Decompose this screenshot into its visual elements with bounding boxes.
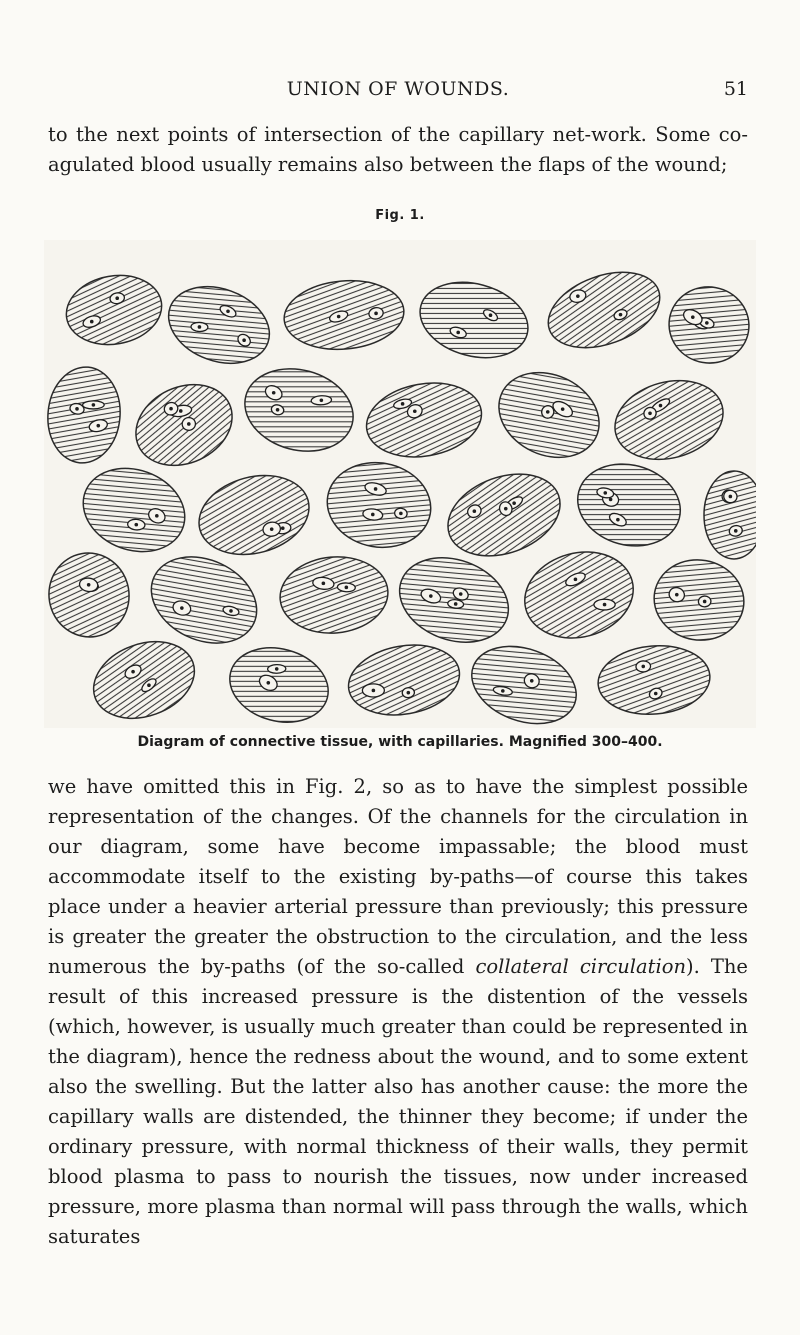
- page-header: [48, 78, 748, 108]
- capillary-vessel: [44, 364, 124, 466]
- cell-nucleus: [546, 410, 550, 414]
- capillary-vessel: [221, 637, 336, 728]
- capillary-vessel: [568, 453, 689, 557]
- paragraph-bottom: [48, 772, 748, 1252]
- cell-nucleus: [320, 398, 324, 402]
- cell-nucleus: [155, 514, 159, 518]
- cell-nucleus: [374, 487, 378, 491]
- cell-nucleus: [501, 689, 505, 693]
- cell-nucleus: [561, 407, 565, 411]
- cell-nucleus: [399, 512, 403, 516]
- connective-tissue-diagram: [44, 240, 756, 728]
- cell-nucleus: [96, 424, 100, 428]
- cell-nucleus: [275, 667, 279, 671]
- figure-label: Fig. 1.: [375, 208, 425, 223]
- cell-nucleus: [92, 403, 96, 407]
- cell-nucleus: [619, 313, 623, 317]
- cell-nucleus: [603, 603, 607, 607]
- cell-nucleus: [703, 600, 707, 604]
- cell-nucleus: [401, 402, 405, 406]
- cell-nucleus: [226, 309, 230, 313]
- capillary-vessel: [158, 273, 280, 376]
- capillary-vessel: [704, 471, 756, 559]
- capillary-vessel: [277, 552, 391, 637]
- cell-nucleus: [90, 320, 94, 324]
- cell-nucleus: [574, 578, 578, 582]
- capillary-vessel: [606, 369, 732, 471]
- cell-nucleus: [603, 491, 607, 495]
- cell-nucleus: [454, 602, 458, 606]
- capillary-vessel: [343, 637, 465, 723]
- capillary-vessel: [515, 540, 643, 650]
- cell-nucleus: [147, 683, 151, 687]
- capillary-vessel: [190, 464, 318, 566]
- figure-caption: Diagram of connective tissue, with capillaries. Magnified 300–400.: [137, 734, 663, 750]
- cell-nucleus: [648, 411, 652, 415]
- cell-nucleus: [198, 325, 202, 329]
- cell-nucleus: [374, 312, 378, 316]
- capillary-vessel: [71, 455, 196, 566]
- figure-illustration: [44, 240, 756, 728]
- cell-nucleus: [691, 315, 695, 319]
- cell-nucleus: [229, 609, 233, 613]
- capillary-vessel: [61, 268, 167, 352]
- cell-nucleus: [270, 527, 274, 531]
- cell-nucleus: [322, 582, 326, 586]
- capillary-vessel: [361, 374, 488, 465]
- cell-nucleus: [242, 338, 246, 342]
- cell-nucleus: [266, 681, 270, 685]
- cell-nucleus: [530, 679, 534, 683]
- cell-nucleus: [187, 422, 191, 426]
- cell-nucleus: [456, 331, 460, 335]
- cell-nucleus: [729, 495, 733, 499]
- running-title: UNION OF WOUNDS.: [286, 78, 510, 100]
- capillary-vessel: [44, 547, 136, 644]
- capillary-vessel: [83, 628, 205, 728]
- cell-nucleus: [489, 313, 493, 317]
- cell-nucleus: [372, 689, 376, 693]
- paragraph-top: to the next points of intersection of the capillary net-work. Some co-agulated blood usually remains also between the flaps of the wound;: [48, 123, 748, 176]
- capillary-vessel: [236, 357, 363, 463]
- cell-nucleus: [169, 407, 173, 411]
- capillary-vessel: [595, 641, 713, 719]
- cell-nucleus: [272, 391, 276, 395]
- cell-nucleus: [659, 404, 663, 408]
- cell-nucleus: [407, 691, 411, 695]
- capillary-vessel: [538, 258, 670, 362]
- cell-nucleus: [473, 509, 477, 513]
- cell-nucleus: [705, 321, 709, 325]
- paragraph-italic-term: collateral circulation: [475, 955, 687, 978]
- cell-nucleus: [75, 407, 79, 411]
- cell-nucleus: [504, 507, 508, 511]
- cell-nucleus: [413, 409, 417, 413]
- cell-nucleus: [654, 692, 658, 696]
- cell-nucleus: [179, 409, 183, 413]
- cell-nucleus: [337, 315, 341, 319]
- cell-nucleus: [616, 518, 620, 522]
- page-number: 51: [723, 78, 748, 100]
- cell-nucleus: [345, 586, 349, 590]
- capillary-vessel: [320, 455, 437, 556]
- cell-nucleus: [675, 593, 679, 597]
- paragraph-text-2: ). The result of this increased pressure is the distention of the vessels (which, however, is usually much greater than could be represented in the diagram), hence the redness about the wound, and to some extent also the swelling. But the latter also has another cause: the more the capillary walls are distended, the thinner they become; if under the ordinary pressure, with normal thickness of their walls, they permit blood plasma to pass to nourish the tissues, now under increased pressure, more plasma than normal will pass through the walls, which saturates: [48, 955, 748, 1248]
- cell-nucleus: [429, 594, 433, 598]
- cell-nucleus: [459, 592, 463, 596]
- cell-nucleus: [134, 523, 138, 527]
- cell-nucleus: [180, 606, 184, 610]
- cell-nucleus: [276, 408, 280, 412]
- cell-nucleus: [87, 583, 91, 587]
- cell-nucleus: [641, 665, 645, 669]
- cell-nucleus: [734, 529, 738, 533]
- cell-nucleus: [115, 296, 119, 300]
- cell-nucleus: [371, 513, 375, 517]
- capillary-vessel: [412, 271, 537, 369]
- cell-nucleus: [576, 294, 580, 298]
- cell-nucleus: [512, 501, 516, 505]
- cell-nucleus: [131, 670, 135, 674]
- paragraph-text-1: we have omitted this in Fig. 2, so as to have the simplest possible representation of the changes. Of the channels for the circulation in our diagram, some have become impassable; the blood must accommodate itself to the existing by-paths—of course this takes place under a heavier arterial pressure than previously; this pressure is greater the greater the obstruction to the circulation, and the less numerous the by-paths (of the so-called: [48, 775, 748, 978]
- cell-nucleus: [281, 526, 285, 530]
